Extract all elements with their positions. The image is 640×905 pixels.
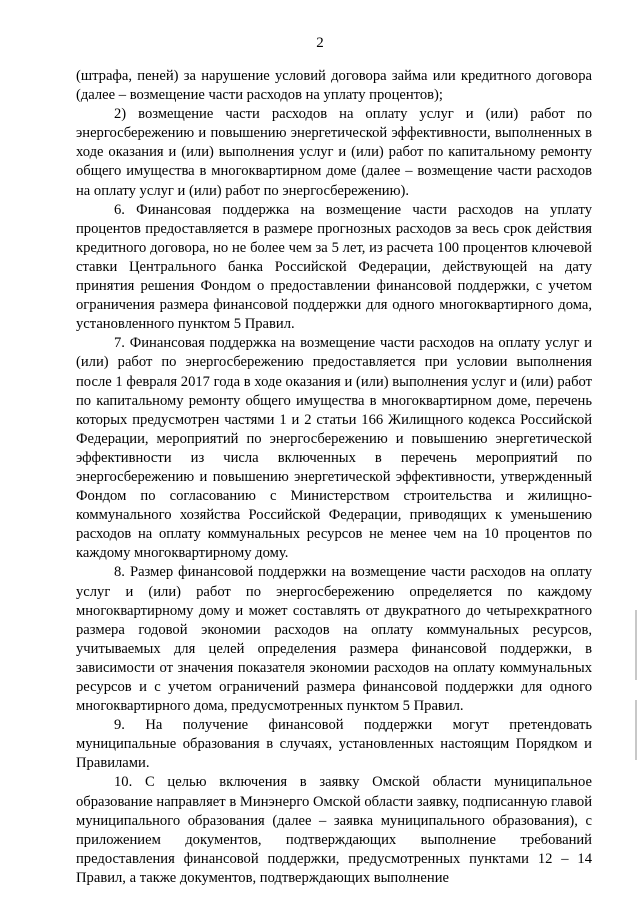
scan-edge-mark <box>635 610 637 680</box>
page-number: 2 <box>316 35 324 51</box>
paragraph-continuation: (штрафа, пеней) за нарушение условий договора займа или кредитного договора (далее – возмещение части расходов на уплату процентов); <box>76 68 592 104</box>
paragraph-6: 6. Финансовая поддержка на возмещение части расходов на уплату процентов предоставляется в размере прогнозных расходов за весь срок действия кредитного договора, но не более чем за 5 лет, из расчета 100 процентов ключевой ставки Центрального банка Российской Федерации, действующей на дату принятия решения Фондом о предоставлении финансовой поддержки, с учетом ограничения размера финансовой поддержки для одного многоквартирного дома, установленного пунктом 5 Правил. <box>76 201 592 333</box>
document-body <box>76 67 592 888</box>
paragraph-10: 10. С целью включения в заявку Омской области муниципальное образование направляет в Минэнерго Омской области заявку, подписанную главой муниципального образования (далее – заявка муниципального образования), с приложением документов, подтверждающих выполнение требований предоставления финансовой поддержки, предусмотренных пунктами 12 – 14 Правил, а также документов, подтверждающих выполнение <box>76 774 592 886</box>
scan-edge-mark <box>635 700 637 760</box>
paragraph-8: 8. Размер финансовой поддержки на возмещение части расходов на оплату услуг и (или) работ по энергосбережению определяется по каждому многоквартирному дому и может составлять от двукратного до четырехкратного размера годовой экономии расходов на оплату коммунальных ресурсов, учитываемых для целей определения размера финансовой поддержки, в зависимости от значения показателя экономии расходов на оплату коммунальных ресурсов и с учетом ограничений размера финансовой поддержки для одного многоквартирного дома, предусмотренных пунктом 5 Правил. <box>76 564 592 715</box>
paragraph-item-2: 2) возмещение части расходов на оплату услуг и (или) работ по энергосбережению и повышению энергетической эффективности, выполненных в ходе оказания и (или) выполнения услуг и (или) работ по капитальному ремонту общего имущества в многоквартирном доме (далее – возмещение части расходов на оплату услуг и (или) работ по энергосбережению). <box>76 106 592 199</box>
paragraph-9: 9. На получение финансовой поддержки могут претендовать муниципальные образования в случаях, установленных настоящим Порядком и Правилами. <box>76 717 592 772</box>
paragraph-7: 7. Финансовая поддержка на возмещение части расходов на оплату услуг и (или) работ по энергосбережению предоставляется при условии выполнения после 1 февраля 2017 года в ходе оказания и (или) выполнения услуг и (или) работ по капитальному ремонту общего имущества в многоквартирном доме, перечень которых предусмотрен частями 1 и 2 статьи 166 Жилищного кодекса Российской Федерации, мероприятий по энергосбережению и повышению энергетической эффективности из числа включенных в перечень мероприятий по энергосбережению и повышению энергетической эффективности, утвержденный Фондом по согласованию с Министерством строительства и жилищно-коммунального хозяйства Российской Федерации, приводящих к уменьшению расходов на оплату коммунальных ресурсов не менее чем на 10 процентов по каждому многоквартирному дому. <box>76 335 592 562</box>
